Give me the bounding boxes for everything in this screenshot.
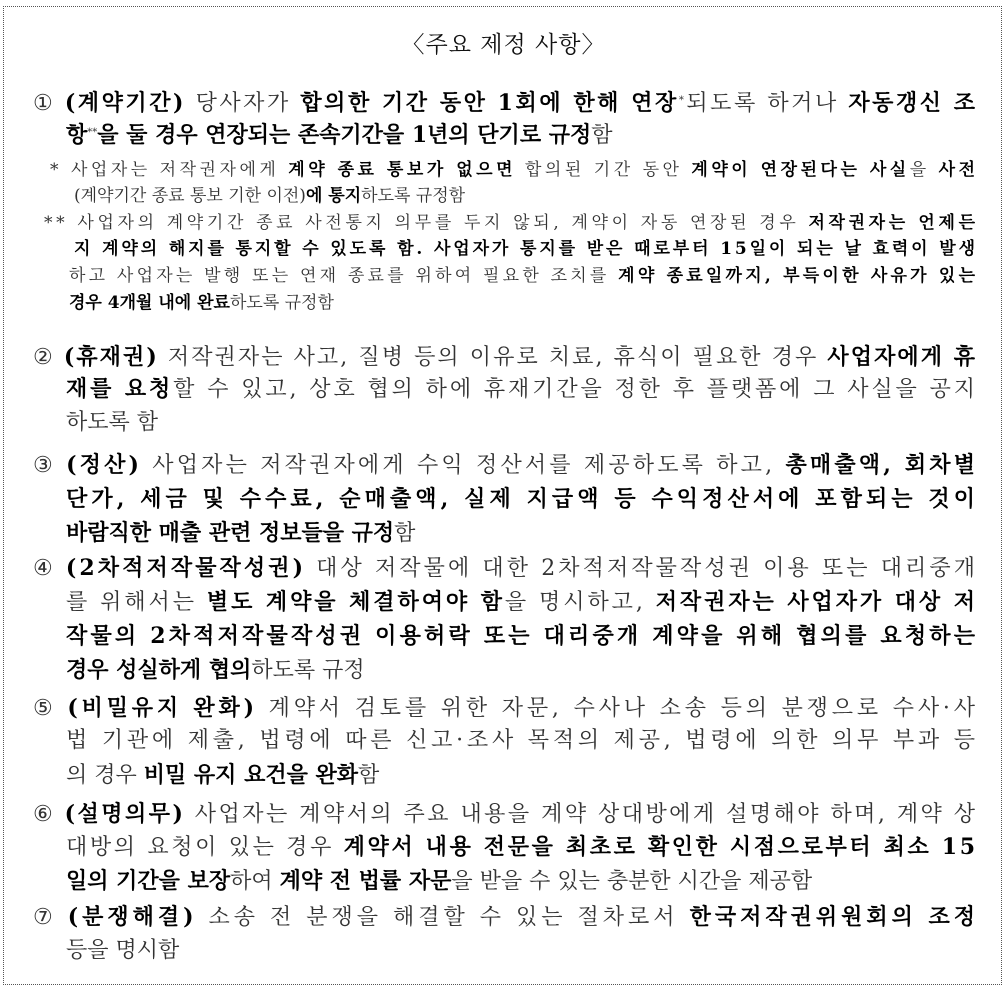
item-line xyxy=(66,936,179,966)
footnote-line xyxy=(44,211,979,235)
emphasized-text: 사업자에게 휴 xyxy=(827,344,978,370)
emphasized-text: (휴재권) xyxy=(63,344,159,370)
text-run: 당사자가 xyxy=(186,91,301,116)
footnote-line xyxy=(69,264,978,288)
emphasized-text: 작물의 2차적저작물작성권 이용허락 또는 대리중개 계약을 위해 협의를 요청하는 xyxy=(66,623,979,649)
text-run: 을 xyxy=(909,160,939,180)
text-run: ③ xyxy=(33,453,67,478)
item-line xyxy=(66,621,978,652)
item-line xyxy=(33,342,977,373)
text-run: 하도록 규정 xyxy=(251,658,365,683)
emphasized-text: 저작권자는 사업자가 대상 저 xyxy=(655,589,978,615)
emphasized-text: (설명의무) xyxy=(64,801,186,827)
emphasized-text: 을 둘 경우 연장되는 존속기간을 1년의 단기로 규정 xyxy=(97,122,592,148)
item-line xyxy=(33,88,978,119)
text-run: 할 수 있고, 상호 협의 하에 휴재기간을 정한 후 플랫폼에 그 사실을 공지 xyxy=(173,377,978,402)
emphasized-text: 계약 종료 통보가 없으면 xyxy=(288,160,517,180)
emphasized-text: 바람직한 매출 관련 정보들을 규정 xyxy=(66,520,395,546)
emphasized-text: (분쟁해결) xyxy=(67,904,198,930)
footnote-line xyxy=(74,184,465,208)
item-line xyxy=(33,799,977,830)
item-line xyxy=(66,655,365,686)
emphasized-text: 한국저작권위원회의 조정 xyxy=(689,904,980,930)
text-run: ⑦ xyxy=(33,905,68,930)
emphasized-text: 총매출액, 회차별 xyxy=(785,452,979,478)
text-run: 법 기관에 제출, 법령에 따른 신고·조사 목적의 제공, 법령에 의한 의무 부과 등 xyxy=(66,728,979,753)
item-line xyxy=(33,450,978,481)
text-run: 을 명시하고, xyxy=(504,590,656,615)
emphasized-text: 항 xyxy=(66,122,88,148)
text-run: 사업자는 계약서의 주요 내용을 계약 상대방에게 설명해야 하며, 계약 상 xyxy=(185,802,978,827)
text-run: 대방의 요청이 있는 경우 xyxy=(66,835,344,860)
text-run: 의 경우 xyxy=(66,763,144,788)
text-run: 하도록 규정함 xyxy=(361,186,466,206)
emphasized-text: 에 통지 xyxy=(305,186,362,206)
text-run: * 사업자는 저작권자에게 xyxy=(50,160,289,180)
emphasized-text: 별도 계약을 체결하여야 함 xyxy=(206,589,505,615)
text-run: 하도록 함 xyxy=(66,410,159,435)
emphasized-text: 저작권자는 언제든 xyxy=(808,213,979,233)
item-line xyxy=(66,374,978,405)
item-line xyxy=(66,726,979,756)
emphasized-text: 재를 요청 xyxy=(66,376,174,402)
item-line xyxy=(66,587,978,618)
emphasized-text: 지 계약의 해지를 통지할 수 있도록 함. 사업자가 통지를 받은 때로부터 15일이 되는 날 효력이 발생 xyxy=(74,239,978,259)
footnote-marker: ** xyxy=(87,127,98,138)
footnote-line xyxy=(74,237,978,261)
text-run: 하도록 규정함 xyxy=(229,293,334,313)
emphasized-text: 일의 기간을 보장 xyxy=(66,868,231,894)
emphasized-text: (2차적저작물작성권) xyxy=(65,555,307,581)
text-run: 합의된 기간 동안 xyxy=(516,160,692,180)
emphasized-text: (정산) xyxy=(66,452,143,478)
item-line xyxy=(66,120,613,151)
text-run: 함 xyxy=(394,521,416,546)
item-line xyxy=(33,553,978,584)
emphasized-text: 경우 성실하게 협의 xyxy=(66,657,252,683)
emphasized-text: 사전 xyxy=(938,160,979,180)
text-run: (계약기간 종료 통보 기한 이전) xyxy=(74,186,306,206)
text-run: ⑤ xyxy=(33,696,68,721)
emphasized-text: 계약이 연장된다는 사실 xyxy=(691,160,910,180)
footnote-line xyxy=(50,158,979,182)
footnote-marker: * xyxy=(678,95,687,106)
page-title: 〈주요 제정 사항〉 xyxy=(401,32,606,58)
emphasized-text: 계약 종료일까지, 부득이한 사유가 있는 xyxy=(618,266,979,286)
item-line xyxy=(66,408,158,438)
text-run: ⑥ xyxy=(33,802,65,827)
emphasized-text: 계약 전 법률 자문 xyxy=(279,868,452,894)
text-run: 저작권자는 사고, 질병 등의 이유로 치료, 휴식이 필요한 경우 xyxy=(158,345,828,370)
text-run: 을 받을 수 있는 충분한 시간을 제공함 xyxy=(451,869,813,894)
emphasized-text: 계약서 내용 전문을 최초로 확인한 시점으로부터 최소 15 xyxy=(343,834,978,860)
item-line xyxy=(33,902,979,933)
text-run: 사업자는 저작권자에게 수익 정산서를 제공하도록 하고, xyxy=(142,453,786,478)
text-run: 소송 전 분쟁을 해결할 수 있는 절차로서 xyxy=(197,905,690,930)
item-line xyxy=(66,518,415,549)
item-line xyxy=(33,693,979,724)
text-run: 등을 명시함 xyxy=(66,938,180,963)
text-run: ① xyxy=(33,91,65,116)
text-run: 계약서 검토를 위한 자문, 수사나 소송 등의 분쟁으로 수사·사 xyxy=(257,696,979,721)
item-line xyxy=(66,832,978,863)
footnote-line xyxy=(69,291,334,315)
text-run: ④ xyxy=(33,556,66,581)
text-run: 되도록 하거나 xyxy=(686,91,849,116)
text-run: 대상 저작물에 대한 2차적저작물작성권 이용 또는 대리중개 xyxy=(306,556,979,581)
text-run: 함 xyxy=(591,123,613,148)
text-run: ** 사업자의 계약기간 종료 사전통지 의무를 두지 않되, 계약이 자동 연장된 경우 xyxy=(44,213,809,233)
emphasized-text: 합의한 기간 동안 1회에 한해 연장 xyxy=(300,90,679,116)
emphasized-text: 단가, 세금 및 수수료, 순매출액, 실제 지급액 등 수익정산서에 포함되는 것이 xyxy=(66,486,980,512)
emphasized-text: 경우 4개월 내에 완료 xyxy=(69,293,230,313)
emphasized-text: (비밀유지 완화) xyxy=(67,695,258,721)
text-run: ② xyxy=(33,345,64,370)
text-run: 하고 사업자는 발행 또는 연재 종료를 위하여 필요한 조치를 xyxy=(69,266,619,286)
text-run: 함 xyxy=(358,763,380,788)
item-line xyxy=(66,760,379,791)
text-run: 를 위해서는 xyxy=(66,590,207,615)
emphasized-text: (계약기간) xyxy=(64,90,187,116)
text-run: 하여 xyxy=(230,869,280,894)
emphasized-text: 자동갱신 조 xyxy=(848,90,978,116)
item-line xyxy=(66,866,812,897)
emphasized-text: 비밀 유지 요건을 완화 xyxy=(143,762,358,788)
item-line xyxy=(66,484,979,515)
